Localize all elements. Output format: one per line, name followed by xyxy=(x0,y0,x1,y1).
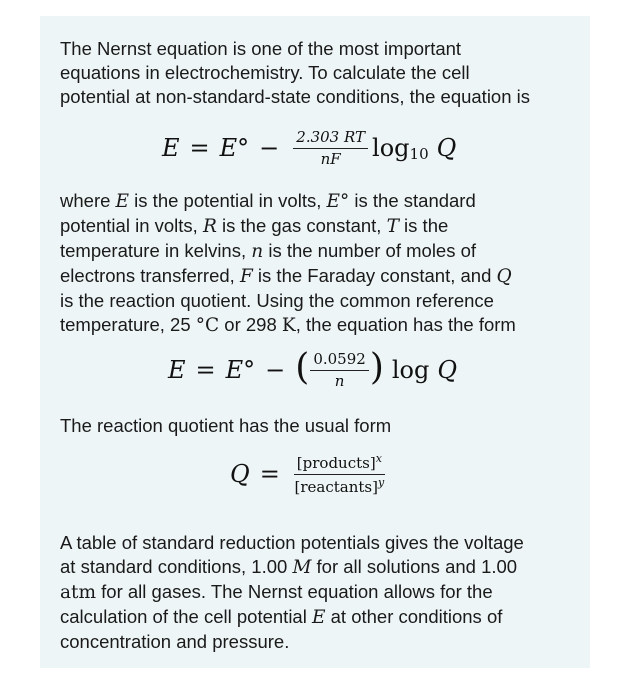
left-paren: ( xyxy=(295,347,310,388)
text-run: for all gases. The Nernst equation allows for the xyxy=(96,581,493,602)
text-run: calculation of the cell potential xyxy=(60,606,312,627)
definitions-line xyxy=(60,239,580,264)
fraction-denominator xyxy=(295,475,385,496)
math-symbol: n xyxy=(251,241,264,262)
text-run: is the number of moles of xyxy=(263,240,477,261)
math-symbol: T xyxy=(386,216,399,237)
text-run: temperature, 25 xyxy=(60,314,196,335)
reaction-quotient-equation xyxy=(230,452,389,496)
intro-line: The Nernst equation is one of the most important xyxy=(60,38,462,59)
eq-symbol: E xyxy=(168,356,186,384)
closing-line xyxy=(60,555,580,580)
fraction xyxy=(310,350,369,390)
fraction-numerator: 2.303 RT xyxy=(293,128,368,149)
text-run: at other conditions of xyxy=(325,606,503,627)
eq-operator: = xyxy=(195,356,216,384)
math-symbol: E° xyxy=(326,191,350,212)
math-symbol: M xyxy=(292,557,312,578)
eq-symbol: Q xyxy=(437,356,458,384)
text-run: is the gas constant, xyxy=(216,215,387,236)
definitions-line xyxy=(60,189,580,214)
eq-symbol: E xyxy=(162,134,180,162)
unit-symbol: atm xyxy=(60,582,97,603)
eq-symbol: Q xyxy=(436,134,457,162)
content-card xyxy=(40,16,590,668)
intro-paragraph xyxy=(60,37,580,109)
eq-symbol: E° xyxy=(225,356,256,384)
text-run: is the xyxy=(398,215,449,236)
math-symbol: E xyxy=(311,607,326,628)
math-symbol: Q xyxy=(496,266,512,287)
closing-line: A table of standard reduction potentials gives the voltage xyxy=(60,532,524,553)
definitions-line: is the reaction quotient. Using the common reference xyxy=(60,290,494,311)
eq-symbol: Q xyxy=(230,460,250,488)
fraction xyxy=(293,128,368,168)
text-run: for all solutions and 1.00 xyxy=(311,556,518,577)
closing-line xyxy=(60,580,580,605)
eq-operator: − xyxy=(259,134,280,162)
numerator-exponent: x xyxy=(375,452,382,465)
math-symbol: R xyxy=(202,216,217,237)
eq-operator: = xyxy=(189,134,210,162)
unit-symbol: K xyxy=(281,315,296,336)
quotient-intro: The reaction quotient has the usual form xyxy=(60,415,392,436)
intro-line: equations in electrochemistry. To calculate the cell xyxy=(60,62,470,83)
intro-line: potential at non-standard-state conditions, the equation is xyxy=(60,86,531,107)
log-operator: log xyxy=(372,134,410,162)
text-run: electrons transferred, xyxy=(60,265,240,286)
text-run: temperature in kelvins, xyxy=(60,240,252,261)
text-run: or 298 xyxy=(219,314,282,335)
fraction-numerator xyxy=(294,452,385,475)
numerator-text: [products] xyxy=(296,454,376,472)
nernst-equation xyxy=(162,128,456,168)
text-run: is the Faraday constant, and xyxy=(252,265,497,286)
fraction xyxy=(294,452,385,496)
log-base: 10 xyxy=(409,145,429,163)
eq-symbol: E° xyxy=(219,134,250,162)
log-operator: log xyxy=(391,356,430,384)
closing-line xyxy=(60,605,580,630)
math-symbol: E xyxy=(115,191,130,212)
text-run: is the potential in volts, xyxy=(129,190,327,211)
closing-paragraph xyxy=(60,531,580,654)
definitions-line xyxy=(60,313,580,338)
text-run: is the standard xyxy=(349,190,476,211)
nernst-equation-298k xyxy=(168,347,458,390)
eq-operator: = xyxy=(259,460,280,488)
definitions-line xyxy=(60,264,580,289)
definitions-paragraph xyxy=(60,189,580,338)
definitions-line xyxy=(60,214,580,239)
text-run: potential in volts, xyxy=(60,215,203,236)
math-symbol: F xyxy=(239,266,253,287)
right-paren: ) xyxy=(369,347,384,388)
closing-line: concentration and pressure. xyxy=(60,631,290,652)
text-run: , the equation has the form xyxy=(295,314,516,335)
text-run: at standard conditions, 1.00 xyxy=(60,556,293,577)
eq-operator: − xyxy=(265,356,286,384)
text-run: where xyxy=(60,190,116,211)
fraction-denominator: n xyxy=(334,372,345,390)
denominator-exponent: y xyxy=(377,476,385,489)
fraction-denominator: nF xyxy=(320,150,341,168)
unit-symbol: °C xyxy=(195,315,220,336)
fraction-numerator: 0.0592 xyxy=(310,350,369,371)
denominator-text: [reactants] xyxy=(294,478,378,496)
